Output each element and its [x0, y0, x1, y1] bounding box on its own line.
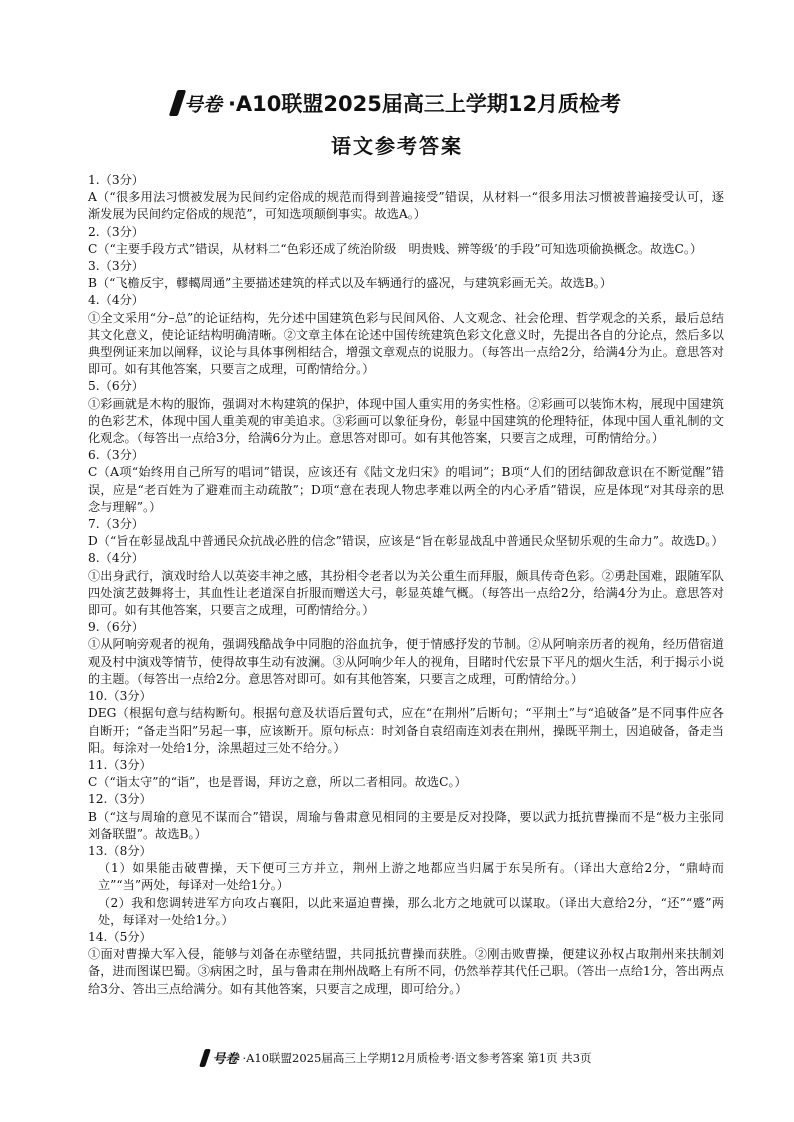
answer-item: [88, 688, 724, 757]
answer-text: A（“很多用法习惯被发展为民间约定俗成的规范而得到普遍接受”错误，从材料一“很多用法习惯被普遍接受认可，逐渐发展为民间约定俗成的规范”，可知选项颠倒事实。故选A。）: [88, 190, 724, 222]
title-line: [0, 86, 794, 120]
question-number: 11.（3分）: [88, 757, 152, 772]
question-number: 8.（4分）: [88, 551, 144, 566]
answer-item: [88, 292, 724, 378]
answer-item: [88, 619, 724, 688]
answer-text: （2）我和您调转进军方向攻占襄阳，以此来逼迫曹操，那么北方之地就可以谋取。（译出大意给2分，“还”“蹙”两处，每译对一处给1分。）: [98, 895, 724, 927]
answer-text: ①从阿响旁观者的视角，强调残酷战争中同胞的浴血抗争，便于情感抒发的节制。②从阿响亲历者的视角，经历借宿道观及村中演戏等情节，使得故事生动有波澜。③从阿响少年人的视角，目睹时代宏景下平凡的烟火生活，利于揭示小说的主题。（每答出一点给2分。意思答对即可。如有其他答案，只要言之成理，可酌情给分。）: [88, 637, 724, 686]
question-number: 10.（3分）: [88, 689, 152, 704]
page-header: [0, 86, 794, 159]
question-number: 7.（3分）: [88, 517, 144, 532]
answer-item: [88, 172, 724, 224]
question-number: 3.（3分）: [88, 259, 144, 274]
question-number: 14.（5分）: [88, 929, 152, 944]
answer-text: ①全文采用“分–总”的论证结构，先分述中国建筑色彩与民间风俗、人文观念、社会伦理、哲学观念的关系，最后总结其文化意义，使论证结构明确清晰。②文章主体在论述中国传统建筑色彩文化意义时，先提出各自的分论点，然后多以典型例证来加以阐释，议论与具体事例相结合，增强文章观点的说服力。（每答出一点给2分，给满4分为止。意思答对即可。如有其他答案，只要言之成理，可酌情给分。）: [88, 310, 724, 377]
question-number: 12.（3分）: [88, 792, 152, 807]
footer-brand-logo-text: 号卷: [212, 1052, 239, 1067]
answer-text: DEG（根据句意与结构断句。根据句意及状语后置句式，应在“在荆州”后断句；“平荆土”与“追破备”是不同事件应各自断开；“备走当阳”另起一事，应该断开。原句标点：时刘备自袁绍南连刘表在荆州，操既平荆土，因追破备，备走当阳。每涂对一处给1分，涂黑超过三处不给分。）: [88, 706, 724, 755]
question-number: 4.（4分）: [88, 293, 144, 308]
answer-item: [88, 378, 724, 447]
answer-item: [88, 516, 724, 550]
answer-item: [88, 258, 724, 292]
answer-text: D（“旨在彰显战乱中普通民众抗战必胜的信念”错误，应该是“旨在彰显战乱中普通民众坚韧乐观的生命力”。故选D。）: [88, 534, 724, 549]
answer-text: B（“飞檐反宇，轇轕周通”主要描述建筑的样式以及车辆通行的盛况，与建筑彩画无关。故选B。）: [88, 276, 612, 291]
page-subtitle: 语文参考答案: [331, 134, 463, 158]
answer-item: [88, 224, 724, 258]
answer-text: ①出身武行，演戏时给人以英姿丰神之感，其扮相令老者以为关公重生而拜服，颇具传奇色彩。②勇赴国难，跟随军队四处演艺鼓舞将士，其血性让老道深自折服而赠送大弓，彰显英雄气概。（每答出一点给2分，给满4分为止。意思答对即可。如有其他答案，只要言之成理，可酌情给分。）: [88, 568, 724, 618]
answer-item: [88, 929, 724, 998]
answer-text: ①面对曹操大军入侵，能够与刘备在赤壁结盟，共同抵抗曹操而获胜。②刚击败曹操，便建议孙权占取荆州来扶制刘备，进而图谋巴蜀。③病困之时，虽与鲁肃在荆州战略上有所不同，仍然举荐其代任己职。（答出一点给1分，答出两点给3分、答出三点给满分。如有其他答案，只要言之成理，即可给分。）: [88, 947, 724, 996]
answer-text: C（“诣太守”的“诣”，也是晋谒，拜访之意，所以二者相同。故选C。）: [88, 775, 467, 790]
answer-item: [88, 550, 724, 619]
footer-brand-mark-icon: [200, 1049, 212, 1067]
question-number: 5.（6分）: [88, 379, 144, 394]
answer-text: C（“主要手段方式”错误，从材料二“色彩还成了统治阶级 明贵贱、辨等级’的手段”可知选项偷换概念。故选C。）: [88, 241, 703, 256]
question-number: 6.（3分）: [88, 448, 144, 463]
question-number: 2.（3分）: [88, 224, 144, 239]
answer-text: B（“这与周瑜的意见不谋而合”错误，周瑜与鲁肃意见相同的主要是反对投降，要以武力抵抗曹操而不是“极力主张同刘备联盟”。故选B。）: [88, 809, 724, 841]
answer-item: [88, 843, 724, 929]
answer-list: [88, 172, 724, 998]
brand-logo: [173, 90, 222, 117]
answer-text: C（A项“始终用自己所写的唱词”错误，应该还有《陆文龙归宋》的唱词”；B项“人们的团结御敌意识在不断觉醒”错误，应是“老百姓为了避难而主动疏散”；D项“意在表现人物忠孝难以两全的内心矛盾”错误，应是体现“对其母亲的思念与理解”。）: [88, 465, 724, 514]
answer-text: （1）如果能击破曹操，天下便可三方并立，荆州上游之地都应当归属于东吴所有。（译出大意给2分，“鼎峙而立”“当”两处，每译对一处给1分。）: [98, 861, 724, 893]
brand-logo-text: 号卷: [183, 93, 222, 116]
answer-item: [88, 447, 724, 516]
page-title: ·A10联盟2025届高三上学期12月质检考: [227, 92, 622, 116]
footer-text: ·A10联盟2025届高三上学期12月质检考·语文参考答案 第1页 共3页: [242, 1050, 592, 1065]
question-number: 9.（6分）: [88, 620, 144, 635]
answer-item: [88, 757, 724, 791]
page-footer: [0, 1048, 794, 1067]
question-number: 1.（3分）: [88, 173, 144, 187]
answer-text: ①彩画就是木构的服饰，强调对木构建筑的保护，体现中国人重实用的务实性格。②彩画可以装饰木构，展现中国建筑的色彩艺术，体现中国人重美观的审美追求。③彩画可以象征身份，彰显中国建筑的伦理特征，体现中国人重礼制的文化观念。（每答出一点给3分，给满6分为止。意思答对即可。如有其他答案，只要言之成理，可酌情给分。）: [88, 396, 724, 446]
answer-item: [88, 791, 724, 843]
question-number: 13.（8分）: [88, 843, 152, 858]
